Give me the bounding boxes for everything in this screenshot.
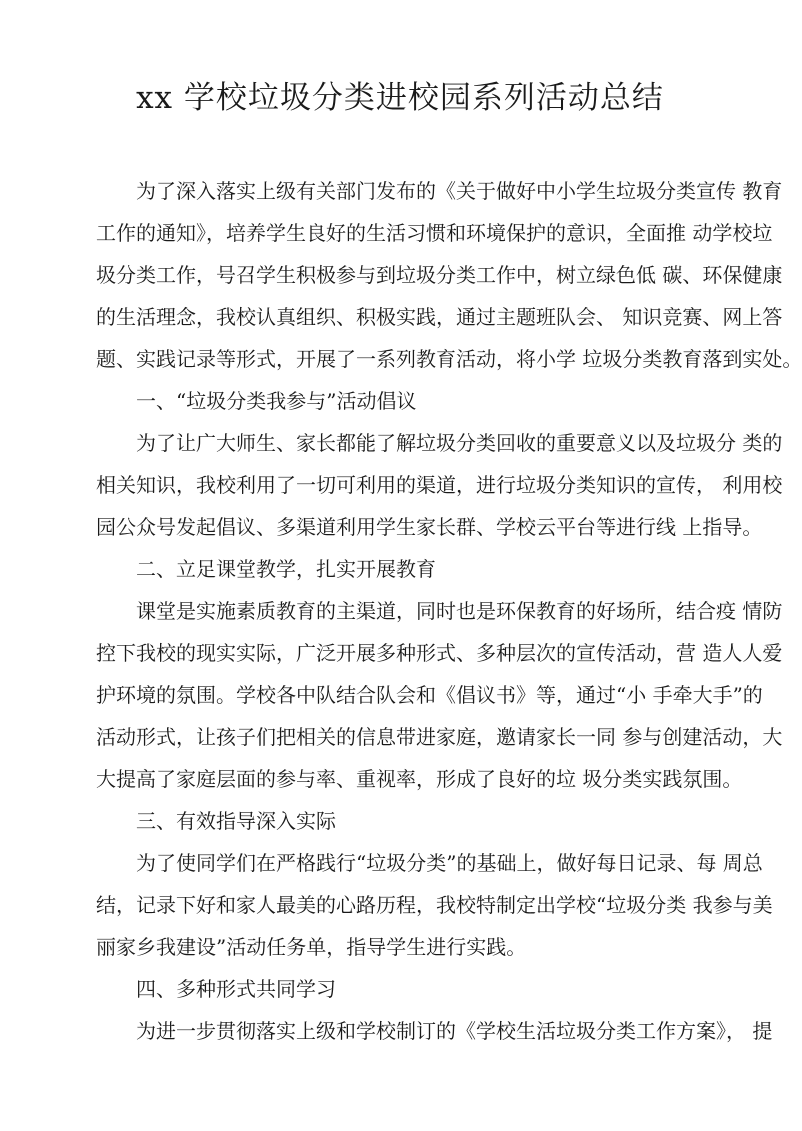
paragraph-line: 大提高了家庭层面的参与率、重视率，形成了良好的垃 圾分类实践氛围。 [96,767,743,791]
paragraph-line: 课堂是实施素质教育的主渠道，同时也是环保教育的好场所，结合疫 情防 [136,599,783,623]
paragraph-line: 为进一步贯彻落实上级和学校制订的《学校生活垃圾分类工作方案》， 提 [136,1019,773,1043]
paragraph-line: 为了使同学们在严格践行“垃圾分类”的基础上，做好每日记录、每 周总 [136,851,763,875]
paragraph-line: 圾分类工作，号召学生积极参与到垃圾分类工作中，树立绿色低 碳、环保健康 [96,263,783,287]
paragraph-line: 为了深入落实上级有关部门发布的《关于做好中小学生垃圾分类宣传 教育 [136,179,783,203]
paragraph-line: 活动形式，让孩子们把相关的信息带进家庭，邀请家长一同 参与创建活动，大 [96,725,783,749]
paragraph-line: 相关知识，我校利用了一切可利用的渠道，进行垃圾分类知识的宣传， 利用校 [96,473,783,497]
paragraph-line: 为了让广大师生、家长都能了解垃圾分类回收的重要意义以及垃圾分 类的 [136,431,783,455]
document-body [96,170,802,1052]
paragraph-line: 工作的通知》，培养学生良好的生活习惯和环境保护的意识，全面推 动学校垃 [96,221,773,245]
paragraph-line: 控下我校的现实实际，广泛开展多种形式、多种层次的宣传活动，营 造人人爱 [96,641,783,665]
paragraph-line: 的生活理念，我校认真组织、积极实践，通过主题班队会、 知识竞赛、网上答 [96,305,783,329]
paragraph-line: 丽家乡我建设”活动任务单，指导学生进行实践。 [96,935,527,959]
paragraph-line: 结，记录下好和家人最美的心路历程，我校特制定出学校“垃圾分类 我参与美 [96,893,773,917]
paragraph-line: 题、实践记录等形式，开展了一系列教育活动，将小学 垃圾分类教育落到实处。 [96,347,802,371]
document-title: xx 学校垃圾分类进校园系列活动总结 [136,80,664,116]
section-heading: 四、多种形式共同学习 [136,977,336,1001]
section-heading: 一、“垃圾分类我参与”活动倡议 [136,389,417,413]
paragraph-line: 园公众号发起倡议、多渠道利用学生家长群、学校云平台等进行线 上指导。 [96,515,763,539]
paragraph-line: 护环境的氛围。学校各中队结合队会和《倡议书》等，通过“小 手牵大手”的 [96,683,763,707]
section-heading: 三、有效指导深入实际 [136,809,336,833]
section-heading: 二、立足课堂教学，扎实开展教育 [136,557,436,581]
